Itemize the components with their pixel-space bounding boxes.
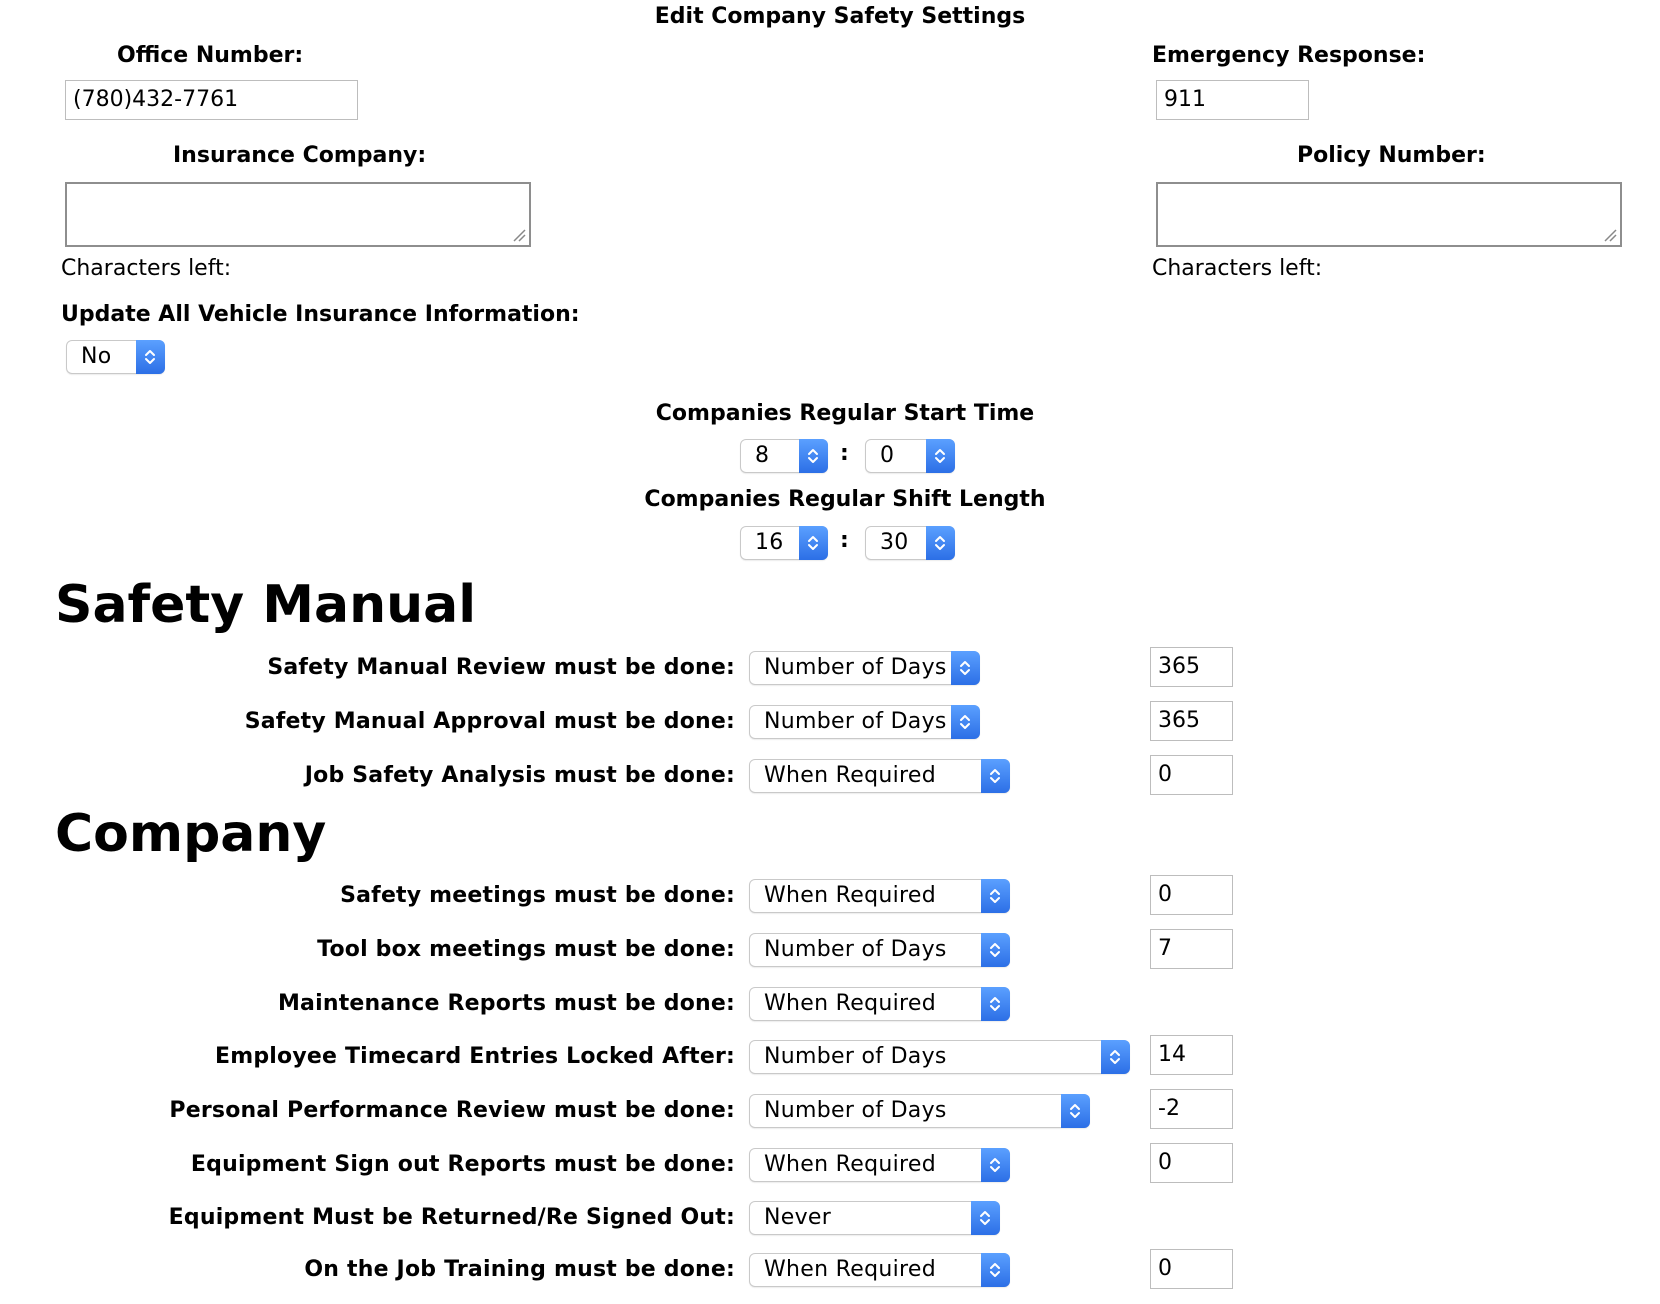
job-training-days-input[interactable]: 0 (1150, 1249, 1233, 1289)
job-safety-analysis-label: Job Safety Analysis must be done: (304, 763, 735, 788)
equipment-sign-out-select-value: When Required (764, 1152, 936, 1177)
maintenance-reports-select[interactable] (749, 987, 1010, 1021)
job-training-label: On the Job Training must be done: (304, 1257, 735, 1282)
update-vehicle-insurance-value: No (81, 344, 112, 369)
office-number-label: Office Number: (117, 43, 304, 68)
insurance-company-textarea[interactable] (65, 182, 531, 247)
equipment-sign-out-label: Equipment Sign out Reports must be done: (190, 1152, 735, 1177)
resize-grip-icon[interactable] (512, 228, 526, 242)
start-hour-value: 8 (755, 443, 770, 468)
chevron-up-down-icon[interactable] (136, 340, 165, 374)
job-training-select[interactable] (749, 1253, 1010, 1287)
tool-box-meetings-select-value: Number of Days (764, 937, 947, 962)
timecard-locked-label: Employee Timecard Entries Locked After: (214, 1044, 735, 1069)
tool-box-meetings-select[interactable] (749, 933, 1010, 967)
emergency-response-input[interactable]: 911 (1156, 80, 1309, 120)
performance-review-days-input[interactable]: -2 (1150, 1089, 1233, 1129)
emergency-response-label: Emergency Response: (1152, 43, 1426, 68)
safety-manual-approval-select-value: Number of Days (764, 709, 947, 734)
timecard-locked-select-value: Number of Days (764, 1044, 947, 1069)
update-vehicle-insurance-select[interactable] (66, 340, 165, 374)
timecard-locked-select[interactable] (749, 1040, 1130, 1074)
tool-box-meetings-days-input[interactable]: 7 (1150, 929, 1233, 969)
shift-length-label: Companies Regular Shift Length (644, 487, 1046, 512)
safety-meetings-select-value: When Required (764, 883, 936, 908)
shift-hours-select[interactable] (740, 526, 828, 560)
insurance-chars-left-label: Characters left: (61, 256, 232, 281)
shift-hours-value: 16 (755, 530, 784, 555)
chevron-up-down-icon[interactable] (971, 1201, 1000, 1235)
job-safety-analysis-select[interactable] (749, 759, 1010, 793)
chevron-up-down-icon[interactable] (981, 1253, 1010, 1287)
equipment-returned-select[interactable] (749, 1201, 1000, 1235)
safety-manual-review-label: Safety Manual Review must be done: (267, 655, 735, 680)
performance-review-select[interactable] (749, 1094, 1090, 1128)
office-number-input[interactable]: (780)432-7761 (65, 80, 358, 120)
safety-manual-review-select[interactable] (749, 651, 980, 685)
chevron-up-down-icon[interactable] (951, 705, 980, 739)
equipment-sign-out-days-input[interactable]: 0 (1150, 1143, 1233, 1183)
time-separator: : (840, 441, 849, 466)
policy-chars-left-label: Characters left: (1152, 256, 1323, 281)
chevron-up-down-icon[interactable] (1101, 1040, 1130, 1074)
safety-meetings-days-input[interactable]: 0 (1150, 875, 1233, 915)
timecard-locked-days-input[interactable]: 14 (1150, 1035, 1233, 1075)
chevron-up-down-icon[interactable] (926, 439, 955, 473)
safety-manual-review-days-input[interactable]: 365 (1150, 647, 1233, 687)
equipment-returned-select-value: Never (764, 1205, 832, 1230)
shift-minutes-value: 30 (880, 530, 909, 555)
policy-number-label: Policy Number: (1297, 143, 1486, 168)
safety-manual-approval-label: Safety Manual Approval must be done: (244, 709, 735, 734)
job-safety-analysis-select-value: When Required (764, 763, 936, 788)
chevron-up-down-icon[interactable] (981, 759, 1010, 793)
equipment-sign-out-select[interactable] (749, 1148, 1010, 1182)
chevron-up-down-icon[interactable] (951, 651, 980, 685)
safety-meetings-select[interactable] (749, 879, 1010, 913)
start-time-label: Companies Regular Start Time (655, 401, 1035, 426)
page-title: Edit Company Safety Settings (654, 4, 1026, 29)
performance-review-label: Personal Performance Review must be done: (169, 1098, 735, 1123)
time-separator: : (840, 528, 849, 553)
tool-box-meetings-label: Tool box meetings must be done: (317, 937, 735, 962)
policy-number-textarea[interactable] (1156, 182, 1622, 247)
safety-manual-approval-days-input[interactable]: 365 (1150, 701, 1233, 741)
chevron-up-down-icon[interactable] (981, 987, 1010, 1021)
chevron-up-down-icon[interactable] (981, 1148, 1010, 1182)
chevron-up-down-icon[interactable] (1061, 1094, 1090, 1128)
job-training-select-value: When Required (764, 1257, 936, 1282)
maintenance-reports-label: Maintenance Reports must be done: (277, 991, 735, 1016)
chevron-up-down-icon[interactable] (799, 526, 828, 560)
shift-minutes-select[interactable] (865, 526, 955, 560)
start-hour-select[interactable] (740, 439, 828, 473)
chevron-up-down-icon[interactable] (799, 439, 828, 473)
equipment-returned-label: Equipment Must be Returned/Re Signed Out: (168, 1205, 735, 1230)
chevron-up-down-icon[interactable] (981, 879, 1010, 913)
insurance-company-label: Insurance Company: (173, 143, 427, 168)
company-heading: Company (55, 804, 327, 864)
safety-manual-review-select-value: Number of Days (764, 655, 947, 680)
chevron-up-down-icon[interactable] (926, 526, 955, 560)
job-safety-analysis-days-input[interactable]: 0 (1150, 755, 1233, 795)
maintenance-reports-select-value: When Required (764, 991, 936, 1016)
safety-meetings-label: Safety meetings must be done: (340, 883, 735, 908)
chevron-up-down-icon[interactable] (981, 933, 1010, 967)
resize-grip-icon[interactable] (1603, 228, 1617, 242)
start-minute-value: 0 (880, 443, 895, 468)
start-minute-select[interactable] (865, 439, 955, 473)
performance-review-select-value: Number of Days (764, 1098, 947, 1123)
update-vehicle-insurance-label: Update All Vehicle Insurance Information: (61, 302, 580, 327)
safety-manual-approval-select[interactable] (749, 705, 980, 739)
safety-manual-heading: Safety Manual (55, 575, 477, 635)
